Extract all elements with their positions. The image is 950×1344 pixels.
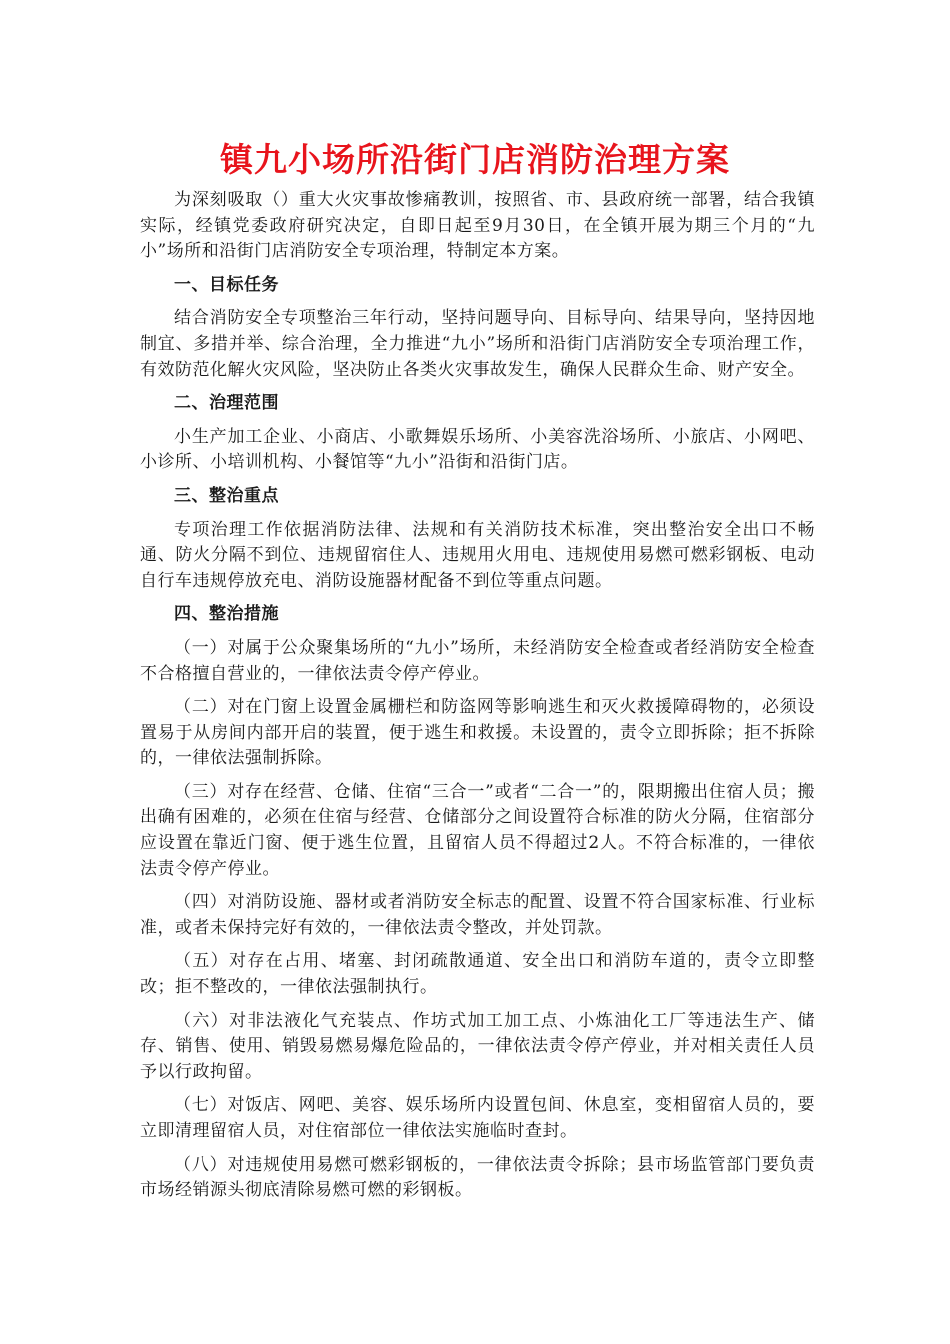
measure-paragraph-2: （二）对在门窗上设置金属栅栏和防盗网等影响逃生和灭火救援障碍物的，必须设置易于从房间内部开启的装置，便于逃生和救援。未设置的，责令立即拆除；拒不拆除的，一律依法强制拆除。 bbox=[140, 697, 815, 769]
intro-paragraph: 为深刻吸取（）重大火灾事故惨痛教训，按照省、市、县政府统一部署，结合我镇实际，经镇党委政府研究决定，自即日起至9月30日，在全镇开展为期三个月的“九小”场所和沿街门店消防安全专项治理，特制定本方案。 bbox=[140, 190, 815, 262]
measure-paragraph-5: （五）对存在占用、堵塞、封闭疏散通道、安全出口和消防车道的，责令立即整改；拒不整改的，一律依法强制执行。 bbox=[140, 951, 815, 998]
document-body bbox=[140, 188, 815, 1212]
section-heading-measures: 四、整治措施 bbox=[174, 604, 279, 625]
measure-paragraph-6: （六）对非法液化气充装点、作坊式加工加工点、小炼油化工厂等违法生产、储存、销售、使用、销毁易燃易爆危险品的，一律依法责令停产停业，并对相关责任人员予以行政拘留。 bbox=[140, 1010, 815, 1082]
section-heading-goals: 一、目标任务 bbox=[174, 274, 279, 295]
section-heading-focus: 三、整治重点 bbox=[174, 485, 279, 506]
measure-paragraph-4: （四）对消防设施、器材或者消防安全标志的配置、设置不符合国家标准、行业标准，或者未保持完好有效的，一律依法责令整改，并处罚款。 bbox=[140, 892, 815, 938]
section-paragraph: 专项治理工作依据消防法律、法规和有关消防技术标准，突出整治安全出口不畅通、防火分隔不到位、违规留宿住人、违规用火用电、违规使用易燃可燃彩钢板、电动自行车违规停放充电、消防设施器材配备不到位等重点问题。 bbox=[140, 519, 815, 591]
section-paragraph: 小生产加工企业、小商店、小歌舞娱乐场所、小美容洗浴场所、小旅店、小网吧、小诊所、小培训机构、小餐馆等“九小”沿街和沿街门店。 bbox=[140, 426, 815, 473]
section-heading-scope: 二、治理范围 bbox=[174, 393, 279, 414]
measure-paragraph-7: （七）对饭店、网吧、美容、娱乐场所内设置包间、休息室，变相留宿人员的，要立即清理留宿人员，对住宿部位一律依法实施临时查封。 bbox=[140, 1095, 815, 1141]
measure-paragraph-3: （三）对存在经营、仓储、住宿“三合一”或者“二合一”的，限期搬出住宿人员；搬出确有困难的，必须在住宿与经营、仓储部分之间设置符合标准的防火分隔，住宿部分应设置在靠近门窗、便于逃生位置，且留宿人员不得超过2人。不符合标准的，一律依法责令停产停业。 bbox=[140, 781, 815, 879]
section-paragraph: 结合消防安全专项整治三年行动，坚持问题导向、目标导向、结果导向，坚持因地制宜、多措并举、综合治理，全力推进“九小”场所和沿街门店消防安全专项治理工作，有效防范化解火灾风险，坚决防止各类火灾事故发生，确保人民群众生命、财产安全。 bbox=[140, 308, 815, 380]
document-title: 镇九小场所沿街门店消防治理方案 bbox=[220, 140, 730, 179]
measure-paragraph-8: （八）对违规使用易燃可燃彩钢板的，一律依法责令拆除；县市场监管部门要负责市场经销源头彻底清除易燃可燃的彩钢板。 bbox=[140, 1154, 815, 1201]
measure-paragraph-1: （一）对属于公众聚集场所的“九小”场所，未经消防安全检查或者经消防安全检查不合格擅自营业的，一律依法责令停产停业。 bbox=[140, 637, 815, 684]
